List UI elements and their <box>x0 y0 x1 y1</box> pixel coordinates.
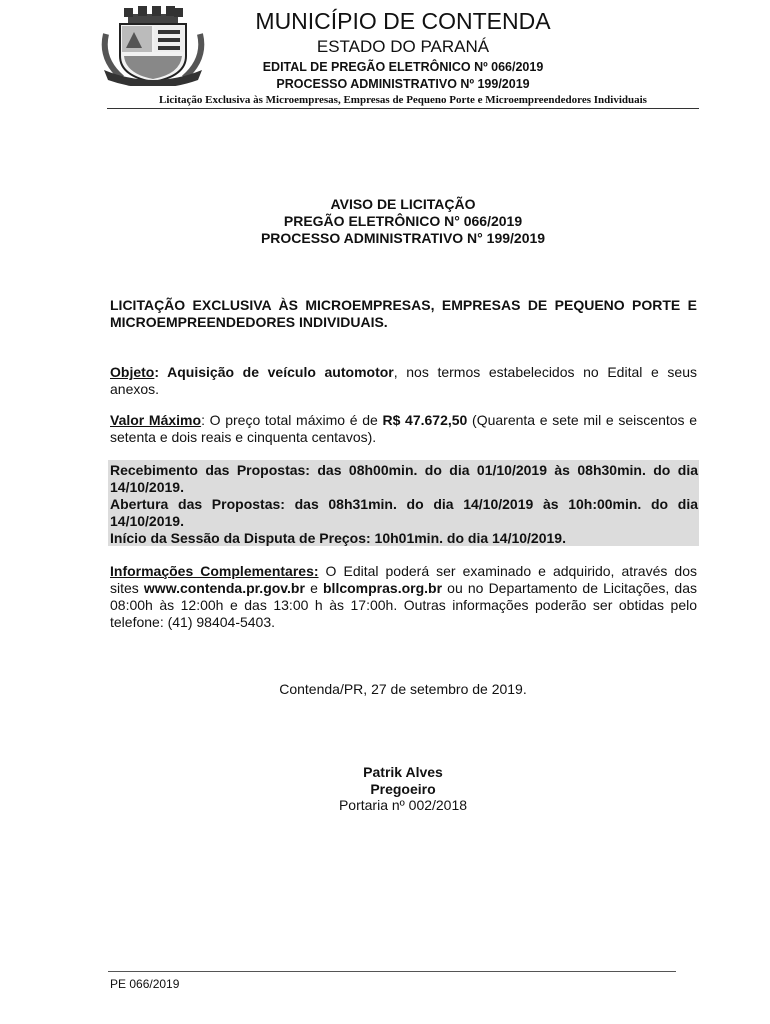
recebimento-line: Recebimento das Propostas: das 08h00min. do dia 01/10/2019 às 08h30min. do dia 14/10/2019. <box>110 462 698 495</box>
valor-text-1: : O preço total máximo é de <box>201 412 383 428</box>
notice-line-1: AVISO DE LICITAÇÃO <box>330 196 476 212</box>
notice-heading <box>108 196 698 247</box>
valor-amount: R$ 47.672,50 <box>382 412 468 428</box>
info-paragraph <box>110 563 697 631</box>
signer-role: Pregoeiro <box>370 781 436 797</box>
notice-line-3: PROCESSO ADMINISTRATIVO N° 199/2019 <box>260 230 546 246</box>
header-subtitle: Licitação Exclusiva às Microempresas, Empresas de Pequeno Porte e Microempreendedores Individuais <box>159 94 647 106</box>
info-text-1: O Edital poderá ser examinado e adquirido, através dos sites <box>110 563 697 596</box>
inicio-line: Início da Sessão da Disputa de Preços: 10h01min. do dia 14/10/2019. <box>110 530 566 546</box>
info-text-3: ou no Departamento de Licitações, das 08:00h às 12:00h e das 13:00 h às 17:00h. Outras informações poderão ser obtidas pelo telefone: (41) 98404-5403. <box>110 580 697 630</box>
processo-number: PROCESSO ADMINISTRATIVO Nº 199/2019 <box>276 77 530 91</box>
site-link-contenda[interactable]: www.contenda.pr.gov.br <box>143 580 305 596</box>
objeto-rest: , nos termos estabelecidos no Edital e seus anexos. <box>110 364 697 397</box>
valor-text-2: (Quarenta e sete mil e seiscentos e setenta e dois reais e cinquenta centavos). <box>110 412 698 445</box>
signer-name: Patrik Alves <box>363 764 443 780</box>
valor-label: Valor Máximo <box>110 412 202 428</box>
signer-portaria: Portaria nº 002/2018 <box>338 797 468 813</box>
abertura-line: Abertura das Propostas: das 08h31min. do dia 14/10/2019 às 10h:00min. do dia 14/10/2019. <box>110 496 698 529</box>
header-divider <box>107 108 699 109</box>
objeto-colon: : <box>154 364 160 380</box>
objeto-label: Objeto <box>110 364 155 380</box>
valor-paragraph <box>110 412 697 446</box>
footer-divider <box>108 971 676 972</box>
notice-line-2: PREGÃO ELETRÔNICO N° 066/2019 <box>283 213 523 229</box>
info-label: Informações Complementares: <box>110 563 319 579</box>
municipality-title: MUNICÍPIO DE CONTENDA <box>255 8 551 34</box>
objeto-value: Aquisição de veículo automotor <box>159 364 394 380</box>
footer-reference: PE 066/2019 <box>110 977 180 991</box>
edital-number: EDITAL DE PREGÃO ELETRÔNICO Nº 066/2019 <box>262 60 544 74</box>
objeto-paragraph <box>110 364 697 398</box>
municipal-crest <box>100 4 206 86</box>
info-text-2: e <box>304 580 323 596</box>
document-date: Contenda/PR, 27 de setembro de 2019. <box>279 681 527 697</box>
site-link-bllcompras[interactable]: bllcompras.org.br <box>323 580 443 596</box>
exclusive-statement: LICITAÇÃO EXCLUSIVA ÀS MICROEMPRESAS, EMPRESAS DE PEQUENO PORTE E MICROEMPREENDEDORES INDIVIDUAIS. <box>110 297 697 330</box>
schedule-block <box>110 462 698 547</box>
state-name: ESTADO DO PARANÁ <box>316 37 490 56</box>
